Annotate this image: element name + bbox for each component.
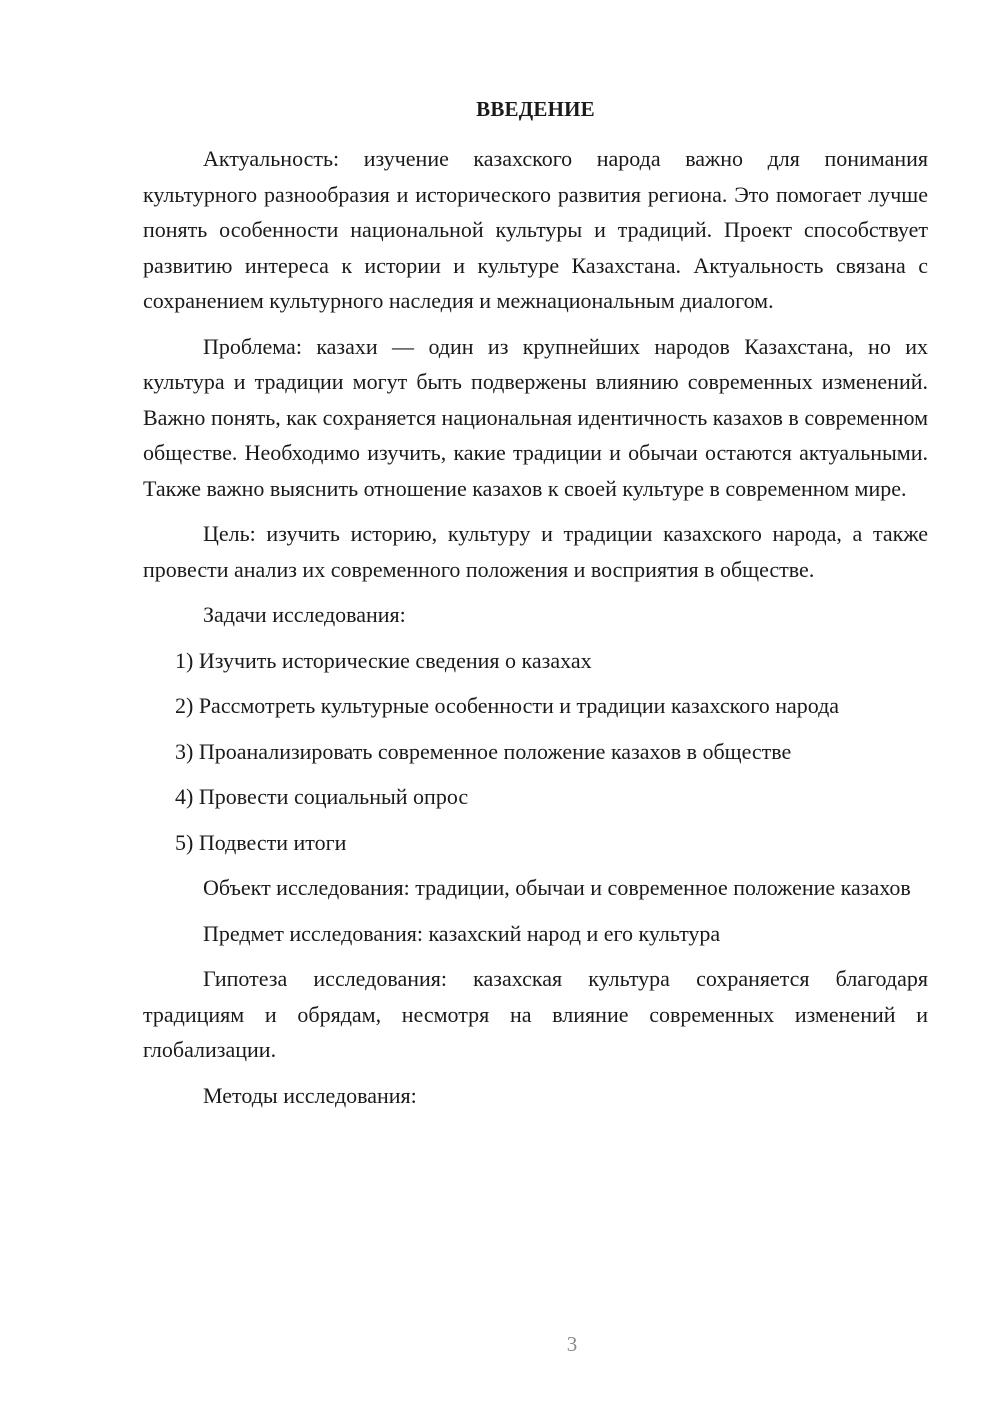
task-item-5: 5) Подвести итоги — [175, 829, 347, 855]
page-number: 3 — [566, 1332, 578, 1356]
task-item-3: 3) Проанализировать современное положение казахов в обществе — [175, 738, 792, 764]
paragraph-problem: Проблема: казахи — один из крупнейших народов Казахстана, но их культура и традиции могут быть подвержены влиянию современных изменений. Важно понять, как сохраняется национальная идентичность казахов в современном обществе. Необходимо изучить, какие традиции и обычаи остаются актуальными. Также важно выяснить отношение казахов к своей культуре в современном мире. — [143, 333, 928, 501]
paragraph-relevance: Актуальность: изучение казахского народа важно для понимания культурного разнообразия и исторического развития региона. Это помогает лучше понять особенности национальной культуры и традиций. Проект способствует развитию интереса к истории и культуре Казахстана. Актуальность связана с сохранением культурного наследия и межнациональным диалогом. — [143, 146, 928, 313]
task-item-2: 2) Рассмотреть культурные особенности и традиции казахского народа — [175, 693, 840, 718]
paragraph-subject: Предмет исследования: казахский народ и его культура — [203, 920, 721, 946]
paragraph-hypothesis: Гипотеза исследования: казахская культура сохраняется благодаря традициям и обрядам, несмотря на влияние современных изменений и глобализации. — [143, 966, 928, 1062]
methods-heading: Методы исследования: — [203, 1082, 417, 1108]
paragraph-object: Объект исследования: традиции, обычаи и современное положение казахов — [203, 875, 911, 900]
page-content — [143, 92, 928, 1123]
paragraph-goal: Цель: изучить историю, культуру и традиции казахского народа, а также провести анализ их современного положения и восприятия в обществе. — [143, 521, 928, 582]
task-item-4: 4) Провести социальный опрос — [175, 784, 469, 809]
task-item-1: 1) Изучить исторические сведения о казахах — [175, 647, 592, 673]
section-title: ВВЕДЕНИЕ — [476, 97, 595, 121]
tasks-heading: Задачи исследования: — [203, 602, 406, 627]
